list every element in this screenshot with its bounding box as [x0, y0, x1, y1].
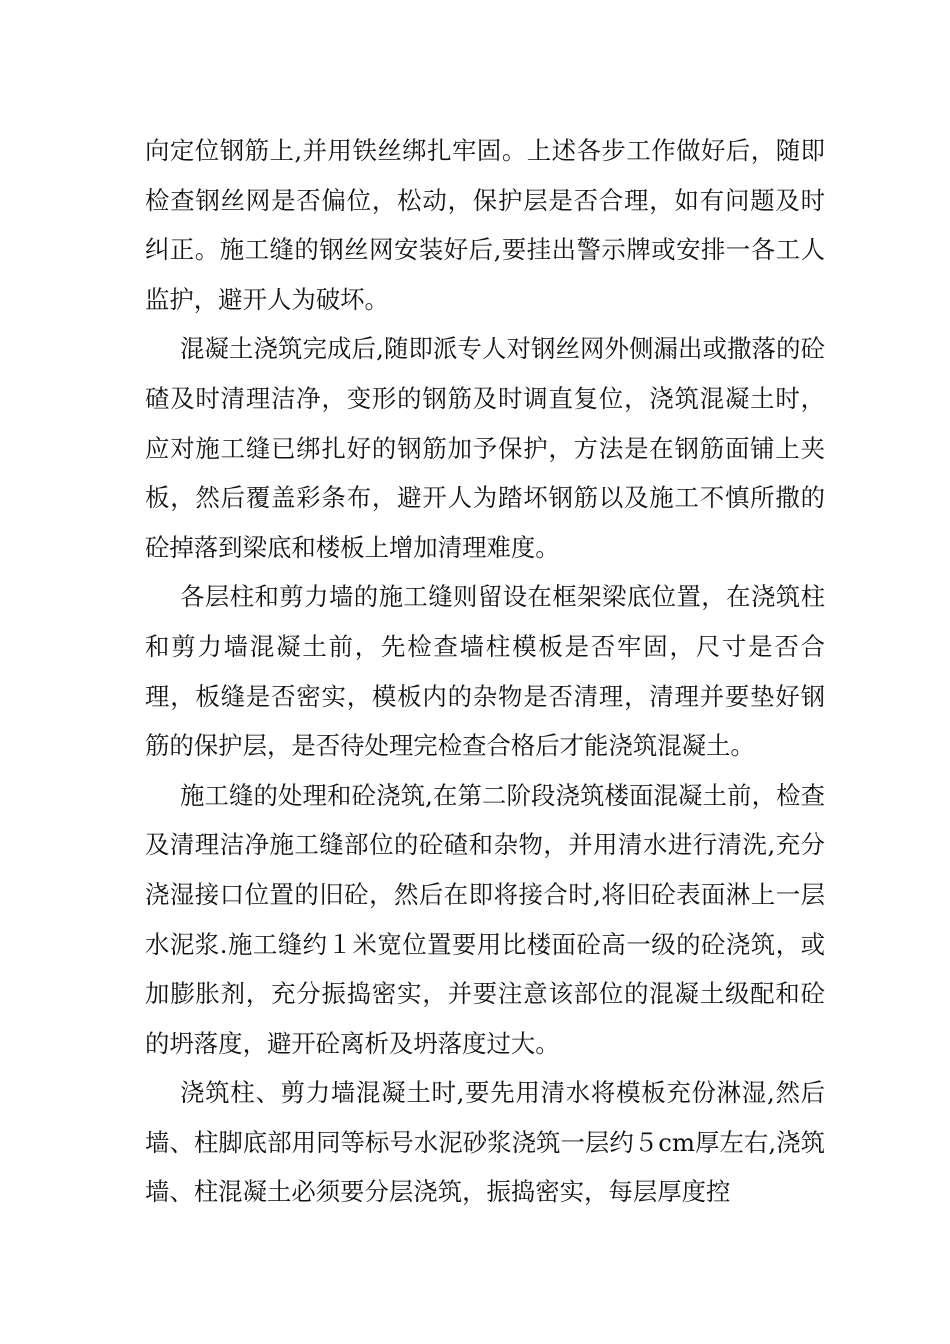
paragraph-1: 向定位钢筋上,并用铁丝绑扎牢固。上述各步工作做好后，随即检查钢丝网是否偏位，松动，保护层是否合理，如有问题及时纠正。施工缝的钢丝网安装好后,要挂出警示牌或安排一各工人监护，避开人为破坏。: [145, 136, 825, 314]
paragraph-2: 混凝土浇筑完成后,随即派专人对钢丝网外侧漏出或撒落的砼碴及时清理洁净，变形的钢筋及时调直复位，浇筑混凝土时，应对施工缝已绑扎好的钢筋加予保护，方法是在钢筋面铺上夹板，然后覆盖彩条布，避开人为踏坏钢筋以及施工不慎所撒的砼掉落到梁底和楼板上增加清理难度。: [145, 334, 825, 562]
paragraph-4: 施工缝的处理和砼浇筑,在第二阶段浇筑楼面混凝土前，检查及清理洁净施工缝部位的砼碴和杂物，并用清水进行清洗,充分浇湿接口位置的旧砼，然后在即将接合时,将旧砼表面淋上一层水泥浆.施工缝约１米宽位置要用比楼面砼高一级的砼浇筑，或加膨胀剂，充分振捣密实，并要注意该部位的混凝土级配和砼的坍落度，避开砼离析及坍落度过大。: [145, 780, 825, 1058]
paragraph-3: 各层柱和剪力墙的施工缝则留设在框架梁底位置，在浇筑柱和剪力墙混凝土前，先检查墙柱模板是否牢固，尺寸是否合理，板缝是否密实，模板内的杂物是否清理，清理并要垫好钢筋的保护层，是否待处理完检查合格后才能浇筑混凝土。: [145, 582, 825, 761]
paragraph-5: 浇筑柱、剪力墙混凝土时,要先用清水将模板充份淋湿,然后墙、柱脚底部用同等标号水泥砂浆浇筑一层约５cm厚左右,浇筑墙、柱混凝土必须要分层浇筑，振捣密实，每层厚度控: [145, 1078, 825, 1207]
body-text: [145, 126, 825, 1217]
